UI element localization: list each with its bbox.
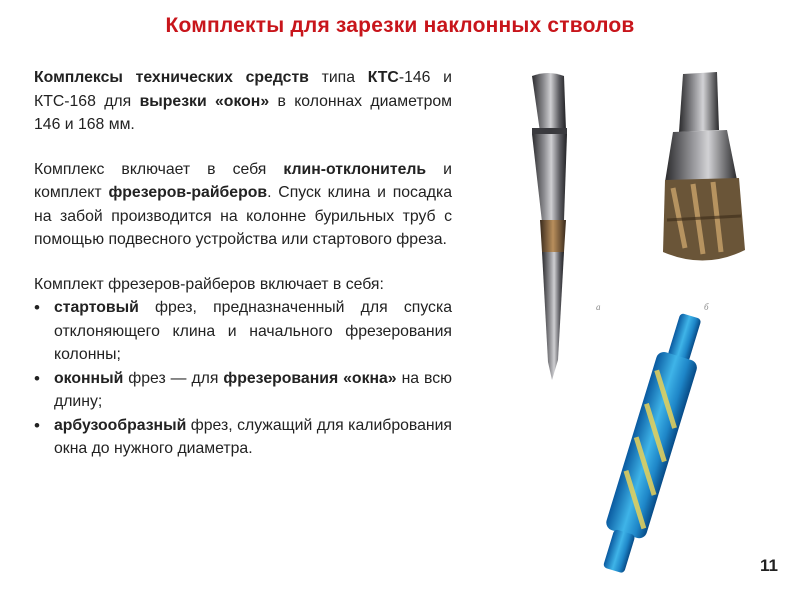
text-bold: клин-отклонитель [283, 160, 427, 178]
text-span: фрез — для [123, 369, 224, 387]
spiral-mill-image [586, 312, 716, 582]
window-mill-photo [655, 70, 765, 280]
page-number: 11 [760, 556, 778, 575]
text-span: -146 и КТС-168 для [34, 69, 452, 110]
text-span: фрез, предназначенный для спуска отклоняющего клина и начального фрезерования колонны; [54, 299, 452, 363]
text-bold: арбузообразный [54, 416, 187, 434]
text-bold: вырезки «окон» [139, 92, 270, 110]
text-span: типа [308, 69, 368, 86]
list-item [34, 367, 452, 414]
figure-caption-a: а [596, 302, 601, 312]
paragraph-kts [34, 66, 452, 137]
list-item [34, 414, 452, 461]
text-body [34, 66, 452, 461]
paragraph-complex [34, 158, 452, 252]
text-bold: фрезеров-райберов [108, 184, 268, 201]
text-bold: оконный [54, 369, 124, 387]
list-item [34, 296, 452, 367]
figure-caption-b: б [704, 302, 709, 312]
paragraph-set-intro: Комплект фрезеров-райберов включает в себя: [34, 275, 384, 293]
text-span: . Спуск клина и посадка на забой производится на колонне бурильных труб с помощью подвесного устройства или стартового фреза. [34, 184, 452, 248]
mill-list [34, 296, 452, 461]
text-bold: КТС [367, 69, 399, 86]
starter-mill-photo [518, 70, 588, 390]
text-span: в колоннах диаметром 146 и 168 мм. [34, 92, 452, 133]
text-bold: Комплексы технических средств [34, 69, 309, 86]
text-bold: стартовый [54, 299, 139, 316]
text-span: и комплект [34, 160, 452, 201]
slide-title: Комплекты для зарезки наклонных стволов [165, 14, 635, 37]
text-span: на всю длину; [54, 369, 453, 410]
text-span: фрез, служащий для калибрования окна до нужного диаметра. [54, 416, 452, 457]
text-span: Комплекс включает в себя [34, 160, 284, 178]
text-bold: фрезерования «окна» [223, 369, 397, 387]
